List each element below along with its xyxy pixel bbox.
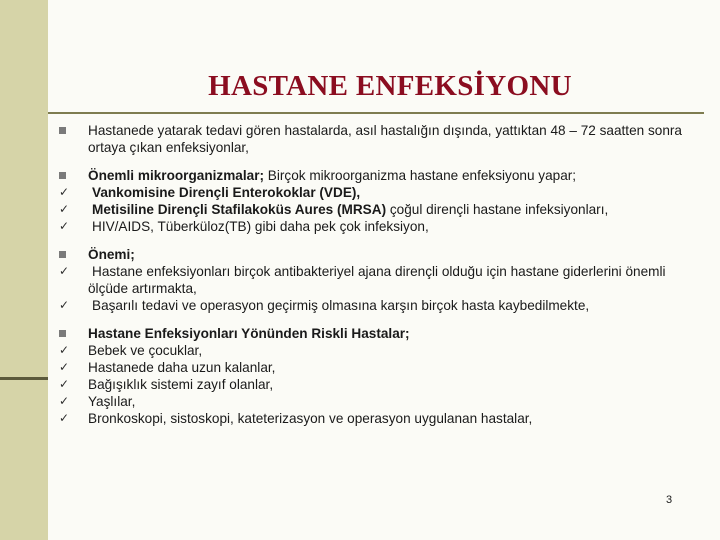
list-item-text: [88, 185, 360, 200]
list-item: [58, 246, 708, 263]
bold-text: Önemli mikroorganizmalar;: [88, 168, 268, 183]
check-icon: ✓: [59, 219, 70, 233]
list-item-text: [88, 202, 608, 217]
bullet-group: [58, 167, 708, 235]
bold-text: Hastane Enfeksiyonları Yönünden Riskli Hastalar;: [88, 326, 410, 341]
list-item: [58, 167, 708, 184]
check-icon: ✓: [59, 394, 70, 408]
square-bullet-icon: [58, 325, 76, 342]
list-item: [58, 393, 708, 410]
text-run: Bronkoskopi, sistoskopi, kateterizasyon ve operasyon uygulanan hastalar,: [88, 411, 533, 426]
check-icon: ✓: [59, 298, 70, 312]
bold-text: Önemi;: [88, 247, 135, 262]
list-item-text: [88, 247, 135, 262]
list-item: [58, 201, 708, 218]
bullet-group: [58, 122, 708, 156]
decorative-sidebar: [0, 0, 48, 540]
bold-text: Vankomisine Dirençli Enterokoklar (VDE),: [92, 185, 361, 200]
list-item: [58, 263, 708, 297]
list-item: [58, 184, 708, 201]
list-item: [58, 325, 708, 342]
list-item-text: [88, 298, 589, 313]
text-run: Hastane enfeksiyonları birçok antibakteriyel ajana dirençli olduğu için hastane giderlerini önemli ölçüde artırmakta,: [88, 264, 666, 296]
check-icon: ✓: [59, 360, 70, 374]
list-item-text: [88, 123, 682, 155]
text-run: Bağışıklık sistemi zayıf olanlar,: [88, 377, 274, 392]
list-item: [58, 122, 708, 156]
text-run: Hastanede yatarak tedavi gören hastalarda, asıl hastalığın dışında, yattıktan 48 – 72 saatten sonra ortaya çıkan enfeksiyonlar,: [88, 123, 682, 155]
text-run: Birçok mikroorganizma hastane enfeksiyonu yapar;: [267, 168, 577, 183]
list-item-text: [88, 343, 202, 358]
list-item-text: [88, 411, 532, 426]
sidebar-accent-line: [0, 377, 48, 380]
list-item-text: [88, 168, 576, 183]
text-run: Bebek ve çocuklar,: [88, 343, 203, 358]
list-item: [58, 359, 708, 376]
square-bullet-icon: [58, 246, 76, 263]
square-bullet-icon: [58, 122, 76, 139]
check-icon: ✓: [59, 377, 70, 391]
slide-content: [58, 122, 708, 438]
text-run: HIV/AIDS, Tüberküloz(TB) gibi daha pek çok infeksiyon,: [92, 219, 429, 234]
text-run: Başarılı tedavi ve operasyon geçirmiş olmasına karşın birçok hasta kaybedilmekte,: [92, 298, 590, 313]
list-item-text: [88, 377, 273, 392]
slide-title: HASTANE ENFEKSİYONU: [208, 70, 572, 102]
list-item-text: [88, 394, 135, 409]
check-icon: ✓: [59, 411, 70, 425]
bold-text: Metisiline Dirençli Stafilakoküs Aures (MRSA): [92, 202, 390, 217]
list-item: [58, 342, 708, 359]
list-item-text: [88, 326, 410, 341]
check-icon: ✓: [59, 343, 70, 357]
check-icon: ✓: [59, 185, 70, 199]
title-divider: [48, 112, 704, 114]
list-item: [58, 218, 708, 235]
bullet-group: [58, 325, 708, 427]
check-icon: ✓: [59, 202, 70, 216]
square-bullet-icon: [58, 167, 76, 184]
bullet-group: [58, 246, 708, 314]
text-run: çoğul dirençli hastane infeksiyonları,: [389, 202, 609, 217]
list-item: [58, 410, 708, 427]
list-item: [58, 297, 708, 314]
text-run: Yaşlılar,: [88, 394, 136, 409]
list-item: [58, 376, 708, 393]
page-number: 3: [666, 494, 673, 506]
list-item-text: [88, 219, 429, 234]
text-run: Hastanede daha uzun kalanlar,: [88, 360, 276, 375]
check-icon: ✓: [59, 264, 70, 278]
list-item-text: [88, 360, 275, 375]
list-item-text: [88, 264, 666, 296]
